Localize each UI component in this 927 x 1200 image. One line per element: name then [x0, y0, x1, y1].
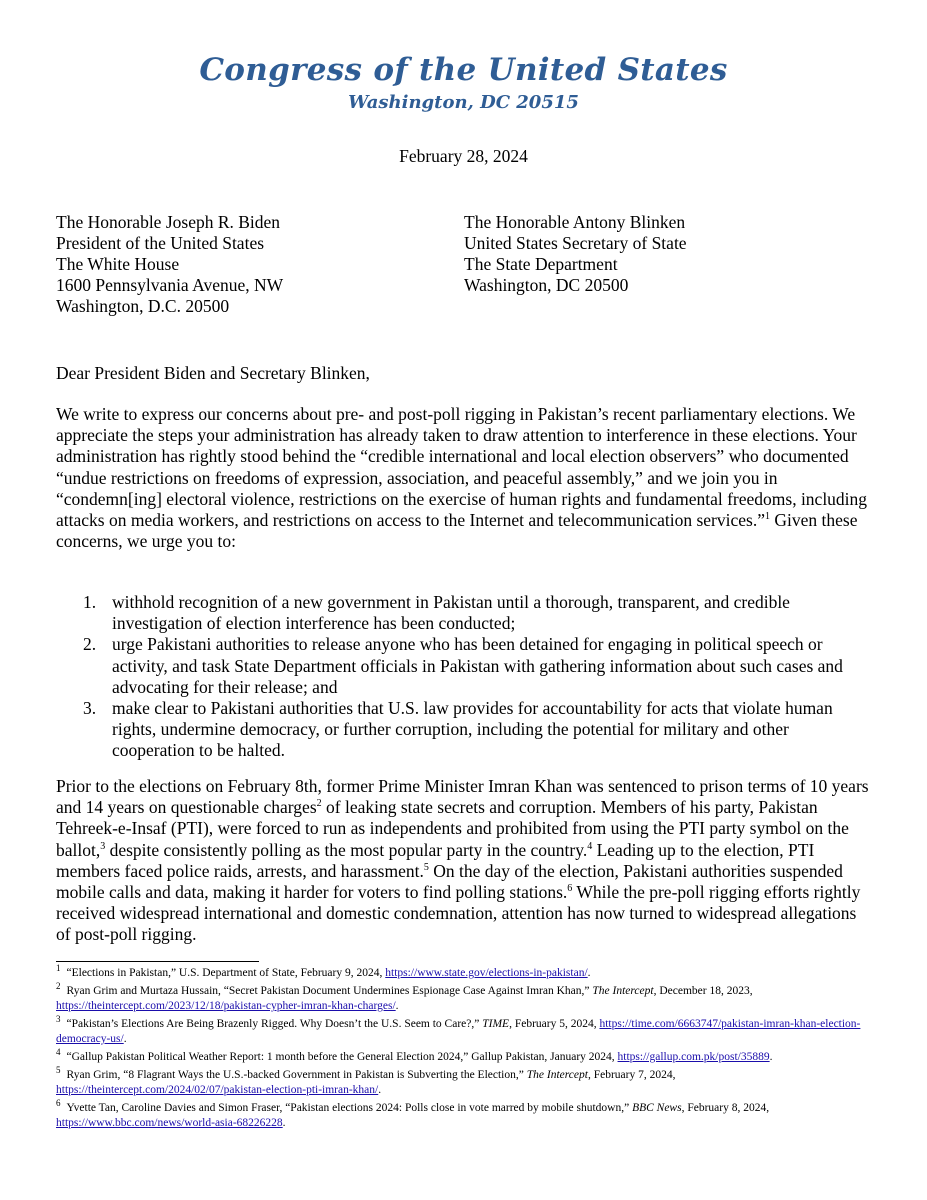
paragraph-text: On the day of the election, Pakistani authorities suspended mobile calls and data, making it harder for voters to find polling stations.	[56, 860, 843, 903]
footnote-number: 2	[56, 981, 61, 992]
footnote-text: .	[282, 1117, 286, 1129]
recipient-block-left	[56, 212, 283, 317]
recipient-line: The State Department	[464, 254, 618, 274]
footnote-text: , February 8, 2024,	[681, 1102, 770, 1114]
footnote-ref: 5	[423, 861, 429, 873]
letter-date: February 28, 2024	[399, 146, 528, 166]
recipient-line: The Honorable Antony Blinken	[464, 212, 686, 232]
footnote-text: Yvette Tan, Caroline Davies and Simon Fraser, “Pakistan elections 2024: Polls close in vote marred by mobile shutdown,”	[66, 1102, 633, 1114]
footnote-publication: BBC News	[632, 1102, 682, 1114]
paragraph-text: While the pre-poll rigging efforts rightly received widespread international and domestic condemnation, attention has now turned to widespread allegations of post-poll rigging.	[56, 882, 861, 945]
footnote	[56, 981, 874, 1014]
footnote-link[interactable]: https://theintercept.com/2024/02/07/pakistan-election-pti-imran-khan/	[56, 1084, 379, 1096]
list-number: 1.	[83, 592, 97, 612]
footnote-ref: 6	[567, 883, 573, 895]
footnote-number: 6	[56, 1098, 61, 1109]
paragraph-text: Prior to the elections on February 8th, former Prime Minister Imran Khan was sentenced to prison terms of 10 years and 14 years on questionable charges	[56, 776, 869, 818]
list-item	[56, 592, 874, 634]
footnote-text: Ryan Grim and Murtaza Hussain, “Secret Pakistan Document Undermines Espionage Case Against Imran Khan,”	[66, 985, 593, 997]
footnote-text: .	[769, 1051, 773, 1063]
footnote-ref: 4	[587, 840, 593, 852]
list-item	[56, 634, 874, 698]
recipient-line: President of the United States	[56, 233, 265, 253]
footnote-link[interactable]: https://www.bbc.com/news/world-asia-68226228	[56, 1117, 283, 1129]
footnote-text: “Gallup Pakistan Political Weather Report: 1 month before the General Election 2024,” Gallup Pakistan, January 2024,	[66, 1051, 618, 1063]
paragraph-text: despite consistently polling as the most popular party in the country.	[105, 839, 588, 860]
request-list	[56, 592, 874, 762]
footnotes	[56, 963, 874, 1134]
footnote-ref: 3	[100, 840, 106, 852]
footnote-link[interactable]: https://theintercept.com/2023/12/18/pakistan-cypher-imran-khan-charges/	[56, 1000, 396, 1012]
footnote-number: 5	[56, 1065, 61, 1076]
list-number: 2.	[83, 634, 97, 655]
footnote-text: , February 5, 2024,	[509, 1018, 600, 1030]
footnote-publication: The Intercept	[526, 1069, 588, 1081]
list-item-text: make clear to Pakistani authorities that U.S. law provides for accountability for acts that violate human rights, undermine democracy, or further corruption, including the potential for military and other cooperation to be halted.	[112, 698, 833, 761]
list-item	[56, 698, 874, 762]
paragraph-text: of leaking state secrets and corruption. Members of his party, Pakistan Tehreek-e-Insaf (PTI), were forced to run as independents and prohibited from using the PTI party symbol on the ballot,	[56, 797, 849, 860]
salutation: Dear President Biden and Secretary Blinken,	[56, 363, 370, 383]
footnote-number: 4	[56, 1047, 61, 1058]
footnote-number: 3	[56, 1014, 61, 1025]
letterhead-title: Congress of the United States	[199, 52, 728, 88]
footnote-text: “Elections in Pakistan,” U.S. Department of State, February 9, 2024,	[66, 967, 386, 979]
list-item-text: withhold recognition of a new government in Pakistan until a thorough, transparent, and credible investigation of election interference has been conducted;	[112, 592, 790, 634]
footnote-text: , February 7, 2024,	[587, 1069, 676, 1081]
body-paragraph-intro	[56, 404, 874, 552]
footnote-text: .	[395, 1000, 399, 1012]
body-paragraph-background	[56, 776, 874, 946]
recipient-block-right	[464, 212, 687, 296]
footnote	[56, 1065, 874, 1098]
paragraph-text: We write to express our concerns about pre- and post-poll rigging in Pakistan’s recent parliamentary elections. We appreciate the steps your administration has already taken to draw attention to interference in these elections. Your administration has rightly stood behind the “credible international and local election observers” who documented “undue restrictions on freedoms of expression, association, and peaceful assembly,” and we join you in “condemn[ing] electoral violence, restrictions on the exercise of human rights and fundamental freedoms, including attacks on media workers, and restrictions on access to the Internet and telecommunication services.”	[56, 404, 868, 531]
footnote-ref: 2	[316, 798, 322, 810]
footnote-text: .	[123, 1033, 127, 1045]
recipient-line: Washington, D.C. 20500	[56, 296, 230, 316]
paragraph-text: Given these concerns, we urge you to:	[56, 510, 858, 552]
footnote	[56, 1098, 874, 1131]
footnote-link[interactable]: https://www.state.gov/elections-in-pakistan/	[385, 967, 588, 979]
footnote-link[interactable]: https://gallup.com.pk/post/35889	[617, 1051, 770, 1063]
recipient-line: The White House	[56, 254, 180, 274]
list-item-text: urge Pakistani authorities to release anyone who has been detained for engaging in political speech or activity, and task State Department officials in Pakistan with gathering information about such cases and advocating for their release; and	[112, 634, 843, 697]
footnote-text: “Pakistan’s Elections Are Being Brazenly Rigged. Why Doesn’t the U.S. Seem to Care?,”	[66, 1018, 483, 1030]
recipient-line: United States Secretary of State	[464, 233, 687, 253]
footnote	[56, 1047, 874, 1065]
letterhead	[0, 52, 927, 114]
paragraph-text: Leading up to the election, PTI members faced police raids, arrests, and harassment.	[56, 839, 815, 881]
footnote-text: .	[587, 967, 591, 979]
footnote-ref: 1	[764, 511, 770, 523]
recipient-line: Washington, DC 20500	[464, 275, 629, 295]
footnote-publication: TIME	[482, 1018, 510, 1030]
footnote	[56, 1014, 874, 1047]
footnote-text: , December 18, 2023,	[653, 985, 753, 997]
footnote	[56, 963, 874, 981]
footnote-publication: The Intercept	[592, 985, 654, 997]
footnote-divider	[56, 961, 259, 962]
footnote-link[interactable]: https://time.com/6663747/pakistan-imran-khan-election-democracy-us/	[56, 1018, 861, 1045]
recipient-line: The Honorable Joseph R. Biden	[56, 212, 281, 232]
footnote-text: .	[378, 1084, 382, 1096]
recipient-line: 1600 Pennsylvania Avenue, NW	[56, 275, 284, 295]
footnote-text: Ryan Grim, “8 Flagrant Ways the U.S.-backed Government in Pakistan is Subverting the Election,”	[66, 1069, 527, 1081]
footnote-number: 1	[56, 963, 61, 974]
list-number: 3.	[83, 698, 97, 719]
letterhead-subtitle: Washington, DC 20515	[348, 92, 579, 113]
